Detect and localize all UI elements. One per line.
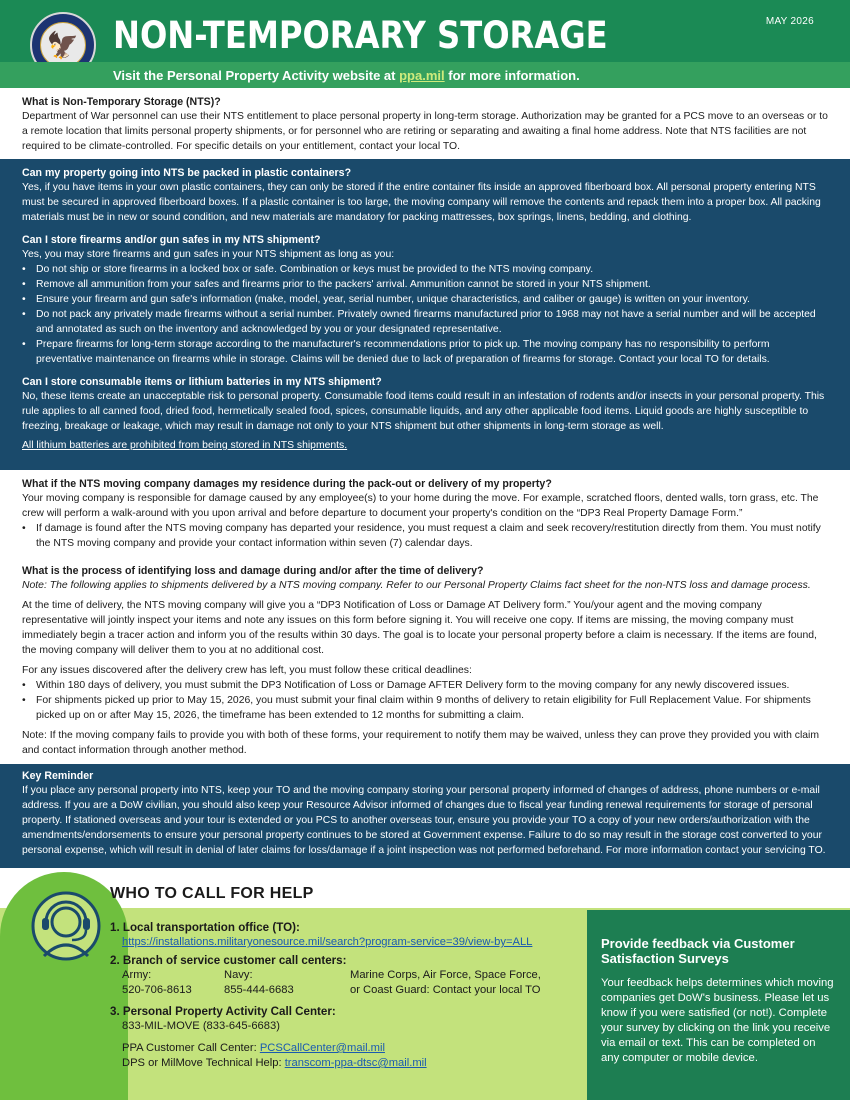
damage-list — [22, 521, 828, 551]
section-what-is-nts — [0, 95, 850, 154]
ppa-call-center-label: PPA Customer Call Center: — [122, 1042, 260, 1054]
list-item: • Prepare firearms for long-term storage according to the manufacturer's recommendations prior to pick up. The moving company has no responsibility to perform preventative maintenance on firearms while in storage. Claims will be denied due to lack of preparation of firearms for storage. Contact your local TO for details. — [22, 337, 828, 367]
army-phone: 520-706-8613 — [122, 984, 192, 996]
ppa-website-link[interactable]: ppa.mil — [399, 68, 445, 83]
answer-text: For any issues discovered after the delivery crew has left, you must follow these critical deadlines: — [22, 665, 472, 676]
ppa-phone: 833-MIL-MOVE (833-645-6683) — [122, 1020, 280, 1032]
question-heading: What if the NTS moving company damages my residence during the pack-out or delivery of my property? — [22, 478, 552, 490]
contact-heading: 2. Branch of service customer call centers: — [110, 954, 347, 967]
help-contacts — [110, 920, 580, 1071]
other-branches-line1: Marine Corps, Air Force, Space Force, — [350, 969, 541, 981]
question-heading: Can I store consumable items or lithium batteries in my NTS shipment? — [22, 376, 382, 388]
ppa-email-link[interactable]: PCSCallCenter@mail.mil — [259, 1042, 385, 1054]
feedback-panel — [587, 910, 850, 1100]
website-notice — [113, 68, 580, 83]
section-storage-rules — [0, 159, 850, 470]
question-heading: Can my property going into NTS be packed in plastic containers? — [22, 167, 352, 179]
page-title: NON-TEMPORARY STORAGE — [113, 14, 608, 57]
section-key-reminder — [0, 764, 850, 868]
dps-help-label: DPS or MilMove Technical Help: — [122, 1057, 285, 1069]
feedback-text: Your feedback helps determines which moving companies get DoW's business. Please let us know if you were satisfied (or not!). Complete your survey by clicking on the link you receive via email or text. This can be completed on any computer or mobile device. — [601, 977, 834, 1064]
question-heading: Key Reminder — [22, 770, 94, 782]
deadline-list — [22, 678, 828, 723]
lithium-notice: All lithium batteries are prohibited from being stored in NTS shipments. — [22, 440, 348, 451]
question-heading: What is Non-Temporary Storage (NTS)? — [22, 96, 221, 108]
list-item: • Do not pack any privately made firearms without a serial number. Privately owned firearms manufactured prior to 1968 may not have a serial number and will be accepted and annotated as such on the inventory and acknowledged by you or your designated representative. — [22, 307, 828, 337]
answer-text: If you place any personal property into NTS, keep your TO and the moving company storing your personal property informed of changes of address, phone numbers or e-mail address. If you are a DoW civilian, you should also keep your Resource Advisor informed of changes due to fiscal year funding renewal requirements for storage of personal property. If stationed overseas and your tour is extended or you PCS to another overseas tour, ensure you provide your TO a copy of your new orders/authorization with the amendments/endorsements to ensure your personal property continues to be stored at Government expense. Failure to do so may result in the storage cost converted to your personal expense, which will result in denial of later claims for loss/damage if a joint inspection was not performed beforehand. For more information contact your servicing TO. — [22, 785, 826, 856]
answer-text: Yes, you may store firearms and gun safes in your NTS shipment as long as you: — [22, 249, 395, 260]
list-item: • Ensure your firearm and gun safe's information (make, model, year, serial number, unique characteristics, and caliber or gauge) is written on your inventory. — [22, 292, 828, 307]
navy-label: Navy: — [224, 969, 253, 981]
answer-text: Yes, if you have items in your own plastic containers, they can only be stored if the entire container fits inside an approved fiberboard box. All personal property entering NTS must be secured in approved fiberboard boxes. If a plastic container is too large, the moving company will remove the contents and repack them into a proper box. All packing materials must be in new or sound condition, and new materials are mandatory for packing mattresses, box springs, linens, bedding, and clothing. — [22, 182, 821, 223]
answer-text: Note: If the moving company fails to provide you with both of these forms, your requirement to notify them may be waived, unless they can prove they provided you with claim and contact information through another method. — [22, 730, 820, 756]
question-heading: Can I store firearms and/or gun safes in my NTS shipment? — [22, 234, 321, 246]
website-notice-suffix: for more information. — [444, 68, 580, 83]
army-label: Army: — [122, 969, 152, 981]
navy-phone: 855-444-6683 — [224, 984, 294, 996]
question-heading: What is the process of identifying loss and damage during and/or after the time of delivery? — [22, 565, 484, 577]
eagle-icon: 🦅 — [40, 22, 86, 68]
website-notice-prefix: Visit the Personal Property Activity website at — [113, 68, 400, 83]
help-title: WHO TO CALL FOR HELP — [110, 885, 314, 902]
list-item: • For shipments picked up prior to May 15, 2026, you must submit your final claim within 9 months of delivery to retain eligibility for Full Replacement Value. For shipments picked up on or after May 15, 2026, the timeframe has been extended to 12 months for submitting a claim. — [22, 693, 828, 723]
list-item: • Do not ship or store firearms in a locked box or safe. Combination or keys must be provided to the NTS moving company. — [22, 262, 828, 277]
answer-text: Your moving company is responsible for damage caused by any employee(s) to your home during the move. For example, scratched floors, dented walls, torn grass, etc. The crew will perform a walk-around with you upon arrival and before departure to document your property's condition on the “DP3 Real Property Damage Form.” — [22, 493, 819, 519]
subheader-banner — [0, 62, 850, 88]
contact-heading: 1. Local transportation office (TO): — [110, 921, 300, 934]
branch-contacts — [110, 968, 580, 998]
answer-text: Department of War personnel can use their NTS entitlement to place personal property in long-term storage. Authorization may be granted for a PCS move to an overseas or to a remote location that limits personal property shipments, or for personnel who are retiring or separating and awaiting a final home address. Note that NTS facilities are not required to be climate-controlled. For specific details on your entitlement, contact your local TO. — [22, 111, 828, 152]
list-item: • Remove all ammunition from your safes and firearms prior to the packers' arrival. Ammunition cannot be stored in your NTS shipment. — [22, 277, 828, 292]
dps-help — [110, 1056, 580, 1071]
section-loss-damage — [0, 564, 850, 758]
contact-heading: 3. Personal Property Activity Call Center: — [110, 1005, 336, 1018]
note-text: Note: The following applies to shipments delivered by a NTS moving company. Refer to our Personal Property Claims fact sheet for the non-NTS loss and damage process. — [22, 580, 811, 591]
answer-text: At the time of delivery, the NTS moving company will give you a “DP3 Notification of Loss or Damage AT Delivery form.” You/your agent and the moving company representative will jointly inspect your items and note any issues on this form before signing it. You will receive one copy. If items are missing, the moving company must immediately begin a tracer action and inform you of the results within 30 days. The goal is to locate your personal property before a claim is necessary. If the items are found, the moving company will deliver them to you at no additional cost. — [22, 600, 817, 656]
list-item: • If damage is found after the NTS moving company has departed your residence, you must request a claim and seek recovery/restitution directly from them. You must notify the NTS moving company and provide your contact information within seven (7) calendar days. — [22, 521, 828, 551]
firearms-list — [22, 262, 828, 367]
publication-date: MAY 2026 — [765, 16, 814, 27]
ppa-call-center — [110, 1041, 580, 1056]
dps-email-link[interactable]: transcom-ppa-dtsc@mail.mil — [284, 1057, 427, 1069]
installation-search-link[interactable]: https://installations.militaryonesource.mil/search?program-service=39/view-by=ALL — [122, 936, 533, 948]
answer-text: No, these items create an unacceptable risk to personal property. Consumable food items could result in an infestation of rodents and/or insects in your personal property. This rule applies to all canned food, dried food, hermetically sealed food, spices, consumable liquids, and any other applicable food items. Liquid goods are highly susceptible to freezing, breakage or leakage, which may result in damage not only to your NTS shipment but other shipments in long-term storage as well. — [22, 391, 825, 432]
headset-icon — [30, 890, 102, 962]
other-branches-line2: or Coast Guard: Contact your local TO — [350, 984, 541, 996]
list-item: • Within 180 days of delivery, you must submit the DP3 Notification of Loss or Damage AFTER Delivery form to the moving company for any newly discovered issues. — [22, 678, 828, 693]
feedback-title: Provide feedback via Customer Satisfaction Surveys — [601, 936, 795, 966]
section-residence-damage — [0, 477, 850, 551]
help-area — [0, 870, 850, 1100]
